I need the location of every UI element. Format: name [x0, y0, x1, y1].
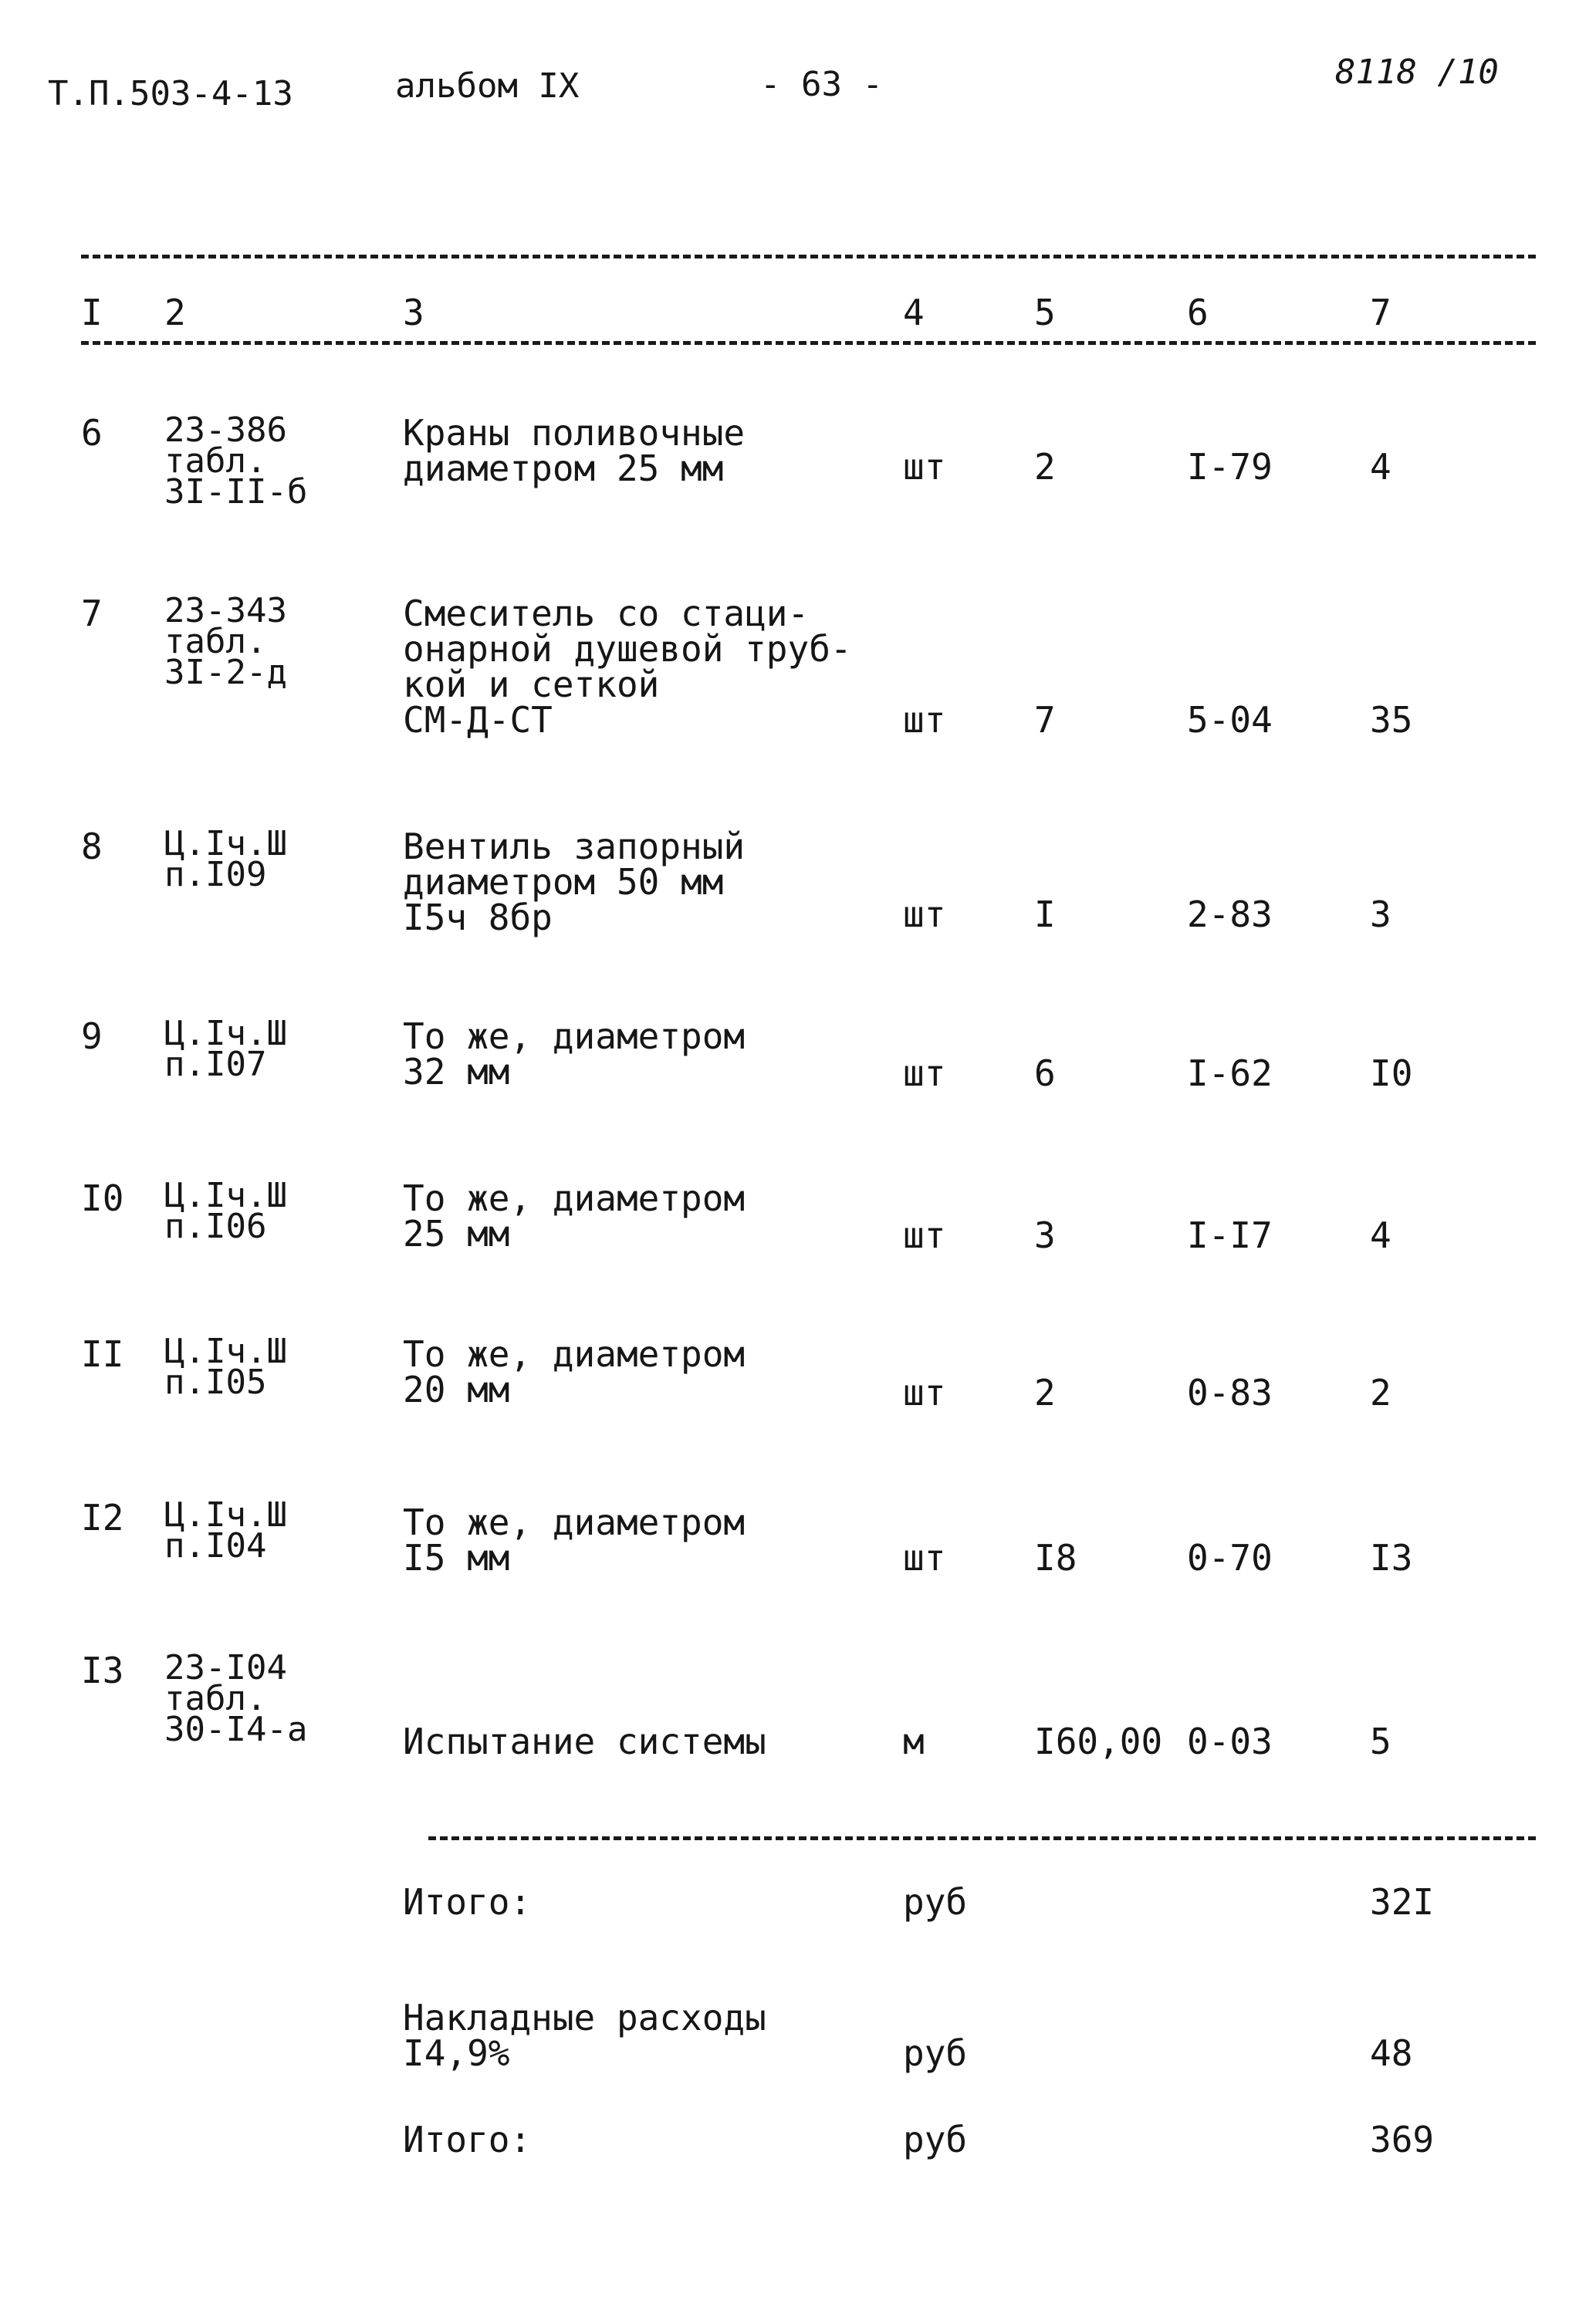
row-total: 5: [1370, 1721, 1391, 1762]
row-unit: шт: [903, 1052, 946, 1094]
row-code: 23-I04 табл. 30-I4-а: [164, 1648, 308, 1749]
sheet-reference: 8118 /10: [1335, 52, 1499, 92]
column-number-4: 4: [903, 292, 925, 333]
row-unit: шт: [903, 699, 946, 741]
column-number-1: I: [81, 292, 103, 333]
row-number: II: [81, 1333, 124, 1375]
overhead-value: 48: [1370, 2032, 1413, 2074]
row-description: Испытание системы: [403, 1721, 766, 1762]
row-number: 6: [81, 412, 103, 454]
row-unit: шт: [903, 1372, 946, 1414]
row-code: 23-386 табл. 3I-II-б: [164, 410, 308, 512]
column-number-2: 2: [164, 292, 186, 333]
doc-code: Т.П.503-4-13: [48, 74, 293, 113]
row-quantity: 2: [1034, 1372, 1056, 1414]
row-quantity: 2: [1034, 446, 1056, 488]
row-unit-price: 0-03: [1187, 1721, 1273, 1762]
row-unit-price: I-62: [1187, 1052, 1273, 1094]
row-description: То же, диаметром I5 мм: [403, 1501, 746, 1579]
row-code: Ц.Iч.Ш п.I05: [164, 1332, 287, 1402]
row-unit-price: 0-83: [1187, 1372, 1273, 1414]
subtotal-unit: руб: [903, 1881, 968, 1923]
row-total: 3: [1370, 893, 1391, 935]
row-unit-price: 0-70: [1187, 1537, 1273, 1579]
row-number: I0: [81, 1177, 124, 1219]
row-code: Ц.Iч.Ш п.I06: [164, 1176, 287, 1246]
subtotal-label: Итого:: [403, 1881, 532, 1923]
row-total: I0: [1370, 1052, 1413, 1094]
overhead-label: Накладные расходы I4,9%: [403, 1997, 766, 2074]
column-number-3: 3: [403, 292, 424, 333]
row-number: I2: [81, 1497, 124, 1539]
row-quantity: I: [1034, 893, 1056, 935]
row-number: 7: [81, 593, 103, 634]
row-unit: м: [903, 1721, 925, 1762]
row-quantity: I8: [1034, 1537, 1077, 1579]
row-total: I3: [1370, 1537, 1413, 1579]
row-quantity: I60,00: [1034, 1721, 1163, 1762]
row-unit-price: I-I7: [1187, 1214, 1273, 1256]
page-number: - 63 -: [760, 65, 883, 104]
top-rule: [81, 255, 1536, 258]
row-code: Ц.Iч.Ш п.I09: [164, 824, 287, 894]
row-total: 35: [1370, 699, 1413, 741]
row-unit-price: 2-83: [1187, 893, 1273, 935]
subtotal-value: 32I: [1370, 1881, 1435, 1923]
row-unit: шт: [903, 893, 946, 935]
row-description: Вентиль запорный диаметром 50 мм I5ч 8бр: [403, 826, 746, 938]
row-code: Ц.Iч.Ш п.I07: [164, 1014, 287, 1084]
row-quantity: 3: [1034, 1214, 1056, 1256]
row-total: 4: [1370, 446, 1391, 488]
column-number-6: 6: [1187, 292, 1209, 333]
row-unit: шт: [903, 446, 946, 488]
row-number: I3: [81, 1650, 124, 1691]
grand-total-unit: руб: [903, 2119, 968, 2160]
row-number: 9: [81, 1015, 103, 1057]
row-description: Краны поливочные диаметром 25 мм: [403, 412, 746, 489]
grand-total-label: Итого:: [403, 2119, 532, 2160]
row-unit: шт: [903, 1537, 946, 1579]
row-unit-price: 5-04: [1187, 699, 1273, 741]
column-number-5: 5: [1034, 292, 1056, 333]
row-total: 4: [1370, 1214, 1391, 1256]
summary-rule: [428, 1836, 1536, 1840]
row-total: 2: [1370, 1372, 1391, 1414]
row-description: То же, диаметром 25 мм: [403, 1177, 746, 1255]
row-quantity: 7: [1034, 699, 1056, 741]
grand-total-value: 369: [1370, 2119, 1435, 2160]
row-quantity: 6: [1034, 1052, 1056, 1094]
row-code: Ц.Iч.Ш п.I04: [164, 1495, 287, 1566]
row-description: Смеситель со стаци- онарной душевой труб- кой и сеткой СМ-Д-СТ: [403, 593, 852, 741]
album-label: альбом IX: [395, 66, 580, 106]
row-number: 8: [81, 826, 103, 867]
row-description: То же, диаметром 20 мм: [403, 1333, 746, 1410]
row-description: То же, диаметром 32 мм: [403, 1015, 746, 1093]
header-rule: [81, 341, 1536, 345]
row-code: 23-343 табл. 3I-2-д: [164, 591, 287, 692]
row-unit: шт: [903, 1214, 946, 1256]
column-number-7: 7: [1370, 292, 1391, 333]
row-unit-price: I-79: [1187, 446, 1273, 488]
overhead-unit: руб: [903, 2032, 968, 2074]
